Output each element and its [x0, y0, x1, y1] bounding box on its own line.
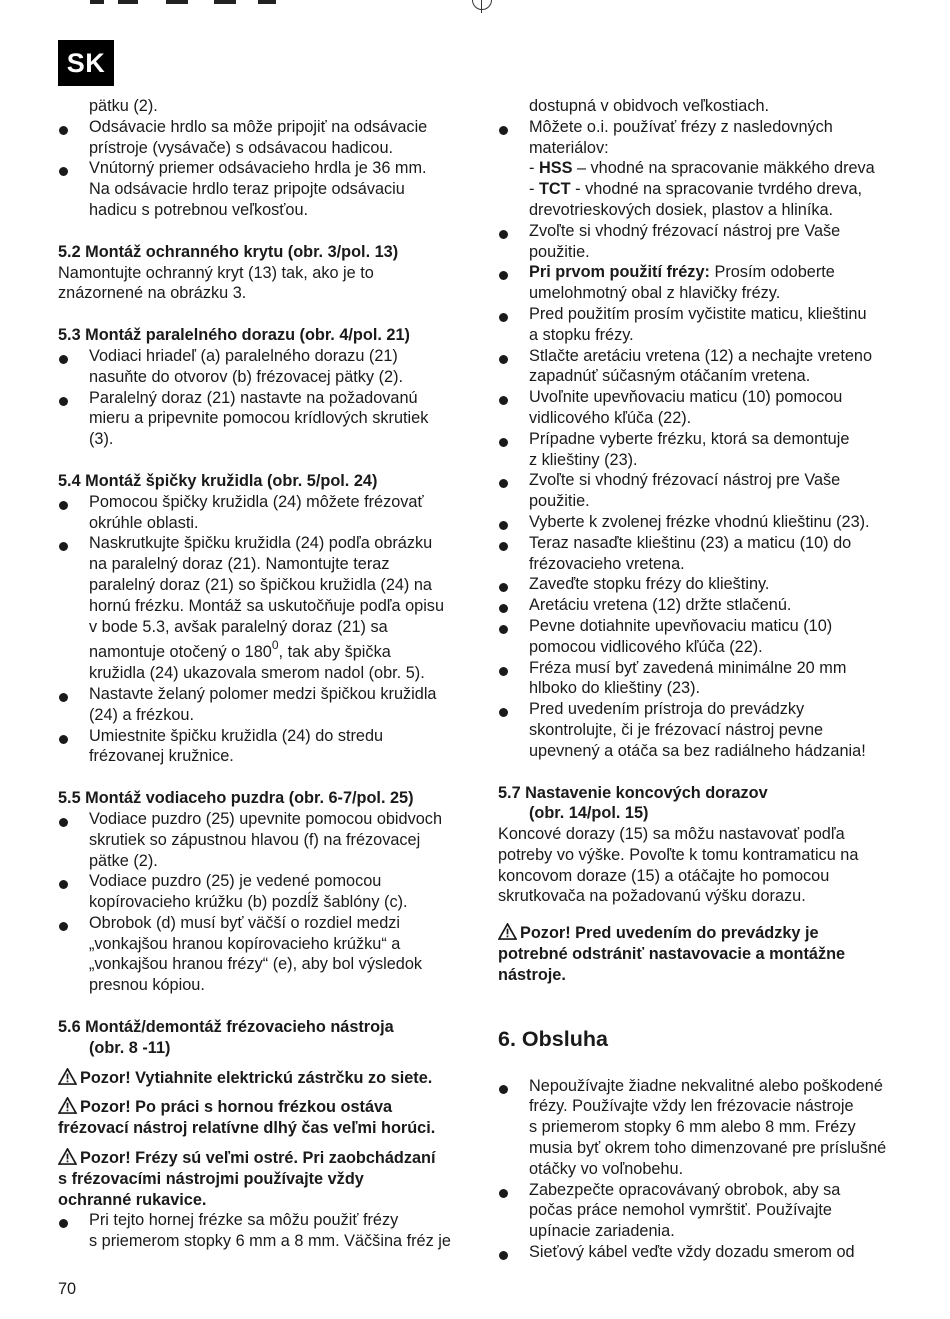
list-item: Vyberte k zvolenej frézke vhodnú klieštinu (23). — [498, 512, 906, 533]
list-item: Pred uvedením prístroja do prevádzky skontrolujte, či je frézovací nástroj pevne upevnený a otáča sa bez radiálneho hádzania! — [498, 699, 906, 761]
list-item: Fréza musí byť zavedená minimálne 20 mm hlboko do klieštiny (23). — [498, 658, 906, 700]
list-item: Nepoužívajte žiadne nekvalitné alebo poškodené frézy. Používajte vždy len frézovacie nástroje s priemerom stopky 6 mm alebo 8 mm. Frézy musia byť okrem toho dimenzované pre príslušné otáčky vo voľnobehu. — [498, 1076, 906, 1180]
section-heading: 5.5 Montáž vodiaceho puzdra (obr. 6-7/pol. 25) — [58, 789, 414, 808]
list-item: Zvoľte si vhodný frézovací nástroj pre Vaše použitie. — [498, 221, 906, 263]
list-item: Pevne dotiahnite upevňovaciu maticu (10) pomocou vidlicového kľúča (22). — [498, 616, 906, 658]
crop-mark — [90, 0, 104, 4]
language-badge: SK — [58, 40, 114, 86]
warning-triangle-icon — [498, 923, 517, 940]
section-heading: 5.2 Montáž ochranného krytu (obr. 3/pol. 13) — [58, 242, 399, 261]
list-item: Aretáciu vretena (12) držte stlačenú. — [498, 595, 906, 616]
list-item: Zabezpečte opracovávaný obrobok, aby sa počas práce nemohol vymrštiť. Používajte upínacie zariadenia. — [498, 1180, 906, 1242]
crop-mark — [258, 0, 276, 4]
warning-note: Pozor! Pred uvedením do prevádzky je potrebné odstrániť nastavovacie a montážne nástroje. — [498, 924, 846, 984]
list-item: Sieťový kábel veďte vždy dozadu smerom od — [498, 1242, 906, 1263]
list-item: Stlačte aretáciu vretena (12) a nechajte vreteno zapadnúť súčasným otáčaním vretena. — [498, 346, 906, 388]
paragraph: pätku (2). — [89, 97, 158, 115]
list-item: Pomocou špičky kružidla (24) môžete frézovať okrúhle oblasti. — [58, 492, 468, 534]
warning-note: Pozor! Po práci s hornou frézkou ostáva frézovací nástroj relatívne dlhý čas veľmi horúci. — [58, 1098, 436, 1138]
warning-note: Pozor! Vytiahnite elektrickú zástrčku zo siete. — [58, 1068, 468, 1089]
list-item: Naskrutkujte špičku kružidla (24) podľa obrázku na paralelný doraz (21). Namontujte teraz paralelný doraz (21) so špičkou kružidla (24) na hornú frézku. Montáž sa uskutočňuje podľa opisu v bode 5.3, avšak paralelný doraz (21) sa namontuje otočený o $180^0$, tak aby špička kružidla (24) ukazovala smerom nadol (obr. 5). — [58, 533, 468, 684]
list-item: Teraz nasaďte klieštinu (23) a maticu (10) do frézovacieho vretena. — [498, 533, 906, 575]
list-item: Zaveďte stopku frézy do klieštiny. — [498, 574, 906, 595]
crop-mark — [118, 0, 138, 4]
list-item: Vodiace puzdro (25) je vedené pomocou kopírovacieho krúžku (b) pozdĺž šablóny (c). — [58, 871, 468, 913]
section-heading: 5.6 Montáž/demontáž frézovacieho nástroja (obr. 8 -11) — [58, 1018, 394, 1057]
section-heading: 5.7 Nastavenie koncových dorazov (obr. 14/pol. 15) — [498, 783, 768, 823]
list-item: Zvoľte si vhodný frézovací nástroj pre Vaše použitie. — [498, 470, 906, 512]
list-item: Prípadne vyberte frézku, ktorá sa demontuje z klieštiny (23). — [498, 429, 906, 471]
list-item: Umiestnite špičku kružidla (24) do stredu frézovanej kružnice. — [58, 726, 468, 768]
warning-triangle-icon — [58, 1148, 77, 1165]
list-item: Vodiaci hriadeľ (a) paralelného dorazu (21) nasuňte do otvorov (b) frézovacej pätky (2). — [58, 346, 468, 388]
list-item: Odsávacie hrdlo sa môže pripojiť na odsávacie prístroje (vysávače) s odsávacou hadicou. — [58, 117, 468, 159]
list-item: Nastavte želaný polomer medzi špičkou kružidla (24) a frézkou. — [58, 684, 468, 726]
section-heading: 5.4 Montáž špičky kružidla (obr. 5/pol. 24) — [58, 471, 378, 490]
left-column — [58, 96, 468, 1252]
paragraph: dostupná v obidvoch veľkostiach. — [529, 97, 770, 115]
page-number: 70 — [58, 1280, 77, 1298]
list-item: Paralelný doraz (21) nastavte na požadovanú mieru a pripevnite pomocou krídlových skrutiek (3). — [58, 388, 468, 450]
list-item: Vodiace puzdro (25) upevnite pomocou obidvoch skrutiek so zápustnou hlavou (f) na frézovacej pätke (2). — [58, 809, 468, 871]
warning-triangle-icon — [58, 1068, 77, 1085]
warning-triangle-icon — [58, 1097, 77, 1114]
list-item: Uvoľnite upevňovaciu maticu (10) pomocou vidlicového kľúča (22). — [498, 387, 906, 429]
list-item: Vnútorný priemer odsávacieho hrdla je 36 mm. Na odsávacie hrdlo teraz pripojte odsávaciu hadicu s potrebnou veľkosťou. — [58, 158, 468, 220]
chapter-heading: 6. Obsluha — [498, 1026, 608, 1051]
crop-mark — [214, 0, 236, 4]
warning-note: Pozor! Frézy sú veľmi ostré. Pri zaobchádzaní s frézovacími nástrojmi používajte vždy ochranné rukavice. — [58, 1149, 436, 1209]
registration-mark-icon — [472, 0, 492, 10]
list-item: Môžete o.i. používať frézy z nasledovných materiálov: - HSS – vhodné na spracovanie mäkkého dreva - TCT - vhodné na spracovanie tvrdého dreva, drevotrieskových dosiek, plastov a hliníka. — [498, 117, 906, 221]
right-column — [498, 96, 906, 1263]
list-item: Obrobok (d) musí byť väčší o rozdiel medzi „vonkajšou hranou kopírovacieho krúžku“ a „vonkajšou hranou frézy“ (e), aby bol výsledok presnou kópiou. — [58, 913, 468, 996]
list-item: Pri prvom použití frézy: Prosím odoberte umelohmotný obal z hlavičky frézy. — [498, 262, 906, 304]
list-item: Pri tejto hornej frézke sa môžu použiť frézy s priemerom stopky 6 mm a 8 mm. Väčšina fréz je — [58, 1210, 468, 1252]
paragraph: Namontujte ochranný kryt (13) tak, ako je to znázornené na obrázku 3. — [58, 263, 374, 303]
list-item: Pred použitím prosím vyčistite maticu, klieštinu a stopku frézy. — [498, 304, 906, 346]
paragraph: Koncové dorazy (15) sa môžu nastavovať podľa potreby vo výške. Povoľte k tomu kontramaticu na koncovom doraze (15) a otáčajte ho pomocou skrutkovača na požadovanú výšku dorazu. — [498, 825, 859, 906]
crop-mark — [166, 0, 188, 4]
section-heading: 5.3 Montáž paralelného dorazu (obr. 4/pol. 21) — [58, 326, 410, 345]
